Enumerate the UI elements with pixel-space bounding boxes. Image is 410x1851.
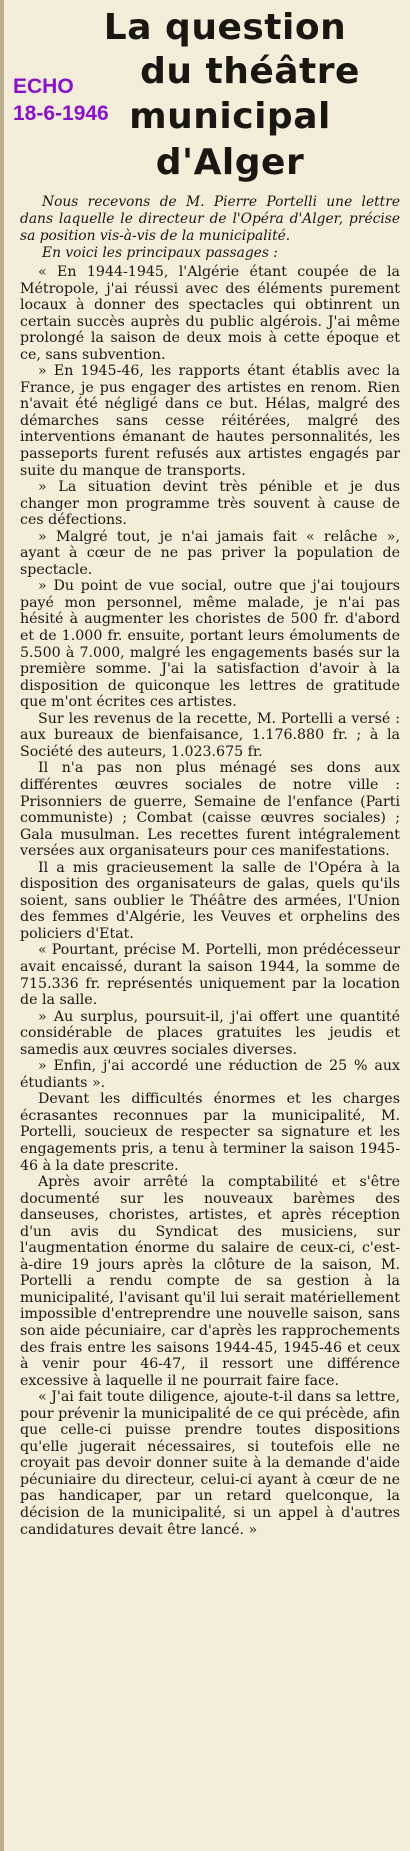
article-body <box>20 264 400 1538</box>
paragraph: » Enfin, j'ai accordé une réduction de 25 % aux étudiants ». <box>20 1058 400 1091</box>
paragraph: » Au surplus, poursuit-il, j'ai offert une quantité considérable de places gratuites les jeudis et samedis aux œuvres sociales diverses. <box>20 1008 400 1058</box>
intro-passages: En voici les principaux passages : <box>42 245 278 261</box>
archive-stamp <box>13 73 109 127</box>
column-rule <box>0 0 4 1851</box>
headline-line-2: du théâtre <box>140 51 360 92</box>
stamp-date: 18-6-1946 <box>13 102 109 125</box>
paragraph: » Malgré tout, je n'ai jamais fait « relâche », ayant à cœur de ne pas priver la population de spectacle. <box>20 528 400 578</box>
paragraph: Devant les difficultés énormes et les charges écrasantes reconnues par la municipalité, M. Portelli, soucieux de respecter sa signature et les engagements pris, a tenu à terminer la saison 1945-46 à la date prescrite. <box>20 1091 400 1174</box>
intro-lead: Nous recevons de M. Pierre Portelli une lettre dans laquelle le directeur de l'Opéra d'Alger, précise sa position vis-à-vis de la municipalité. <box>20 194 400 244</box>
paragraph: « En 1944-1945, l'Algérie étant coupée de la Métropole, j'ai réussi avec des éléments purement locaux à donner des spectacles qui obtinrent un certain succès auprès du public algérois. J'ai même prolongé la saison de deux mois à cette époque et ce, sans subvention. <box>20 264 400 363</box>
headline-line-3: municipal d'Alger <box>129 96 331 183</box>
paragraph: Sur les revenus de la recette, M. Portelli a versé : aux bureaux de bienfaisance, 1.176.880 fr. ; à la Société des auteurs, 1.023.675 fr. <box>20 710 400 760</box>
paragraph: » Du point de vue social, outre que j'ai toujours payé mon personnel, même malade, je n'ai pas hésité à augmenter les choristes de 500 fr. d'abord et de 1.000 fr. ensuite, portant leurs émoluments de 5.500 à 7.000, malgré les engagements basés sur la première somme. J'ai la satisfaction d'avoir à la disposition de quiconque les lettres de gratitude que m'ont écrites ces artistes. <box>20 578 400 711</box>
headline-line-1: La question <box>103 7 347 48</box>
paragraph: » En 1945-46, les rapports étant établis avec la France, je pus engager des artistes en renom. Rien n'avait été négligé dans ce but. Hélas, malgré des démarches sans cesse réitérées, malgré des interventions émanant de hautes personnalités, les passeports furent refusés aux artistes engagés par suite du manque de transports. <box>20 363 400 479</box>
paragraph: Après avoir arrêté la comptabilité et s'être documenté sur les nouveaux barèmes des danseuses, choristes, artistes, et après réception d'un avis du Syndicat des musiciens, sur l'augmentation énorme du salaire de ceux-ci, c'est-à-dire 19 jours après la clôture de la saison, M. Portelli a rendu compte de sa gestion à la municipalité, l'avisant qu'il lui serait matériellement impossible d'entreprendre une nouvelle saison, sans son aide pécuniaire, car d'après les rapprochements des frais entre les saisons 1944-45, 1945-46 et ceux à venir pour 46-47, il ressort une différence excessive à laquelle il ne pourrait faire face. <box>20 1174 400 1389</box>
stamp-source: ECHO <box>13 75 74 98</box>
paragraph: « Pourtant, précise M. Portelli, mon prédécesseur avait encaissé, durant la saison 1944, la somme de 715.336 fr. représentés uniquement par la location de la salle. <box>20 942 400 1009</box>
paragraph: » La situation devint très pénible et je dus changer mon programme très souvent à cause de ces défections. <box>20 479 400 529</box>
paragraph: « J'ai fait toute diligence, ajoute-t-il dans sa lettre, pour prévenir la municipalité de ce qui précède, afin que celle-ci puisse prendre toutes dispositions qu'elle jugerait nécessaires, si toutefois elle ne croyait pas devoir donner suite à la demande d'aide pécuniaire du directeur, celui-ci ayant à cœur de ne pas handicaper, par un retard quelconque, la décision de la municipalité, si un appel à d'autres candidatures devait être lancé. » <box>20 1389 400 1538</box>
paragraph: Il n'a pas non plus ménagé ses dons aux différentes œuvres sociales de notre ville : Prisonniers de guerre, Semaine de l'enfance (Parti communiste) ; Combat (caisse œuvres sociales) ; Gala musulman. Les recettes furent intégralement versées aux organisateurs pour ces manifestations. <box>20 760 400 860</box>
paragraph: Il a mis gracieusement la salle de l'Opéra à la disposition des organisateurs de galas, quels qu'ils soient, sans oublier le Théâtre des armées, l'Union des femmes d'Algérie, les Veuves et orphelins des policiers d'Etat. <box>20 859 400 942</box>
